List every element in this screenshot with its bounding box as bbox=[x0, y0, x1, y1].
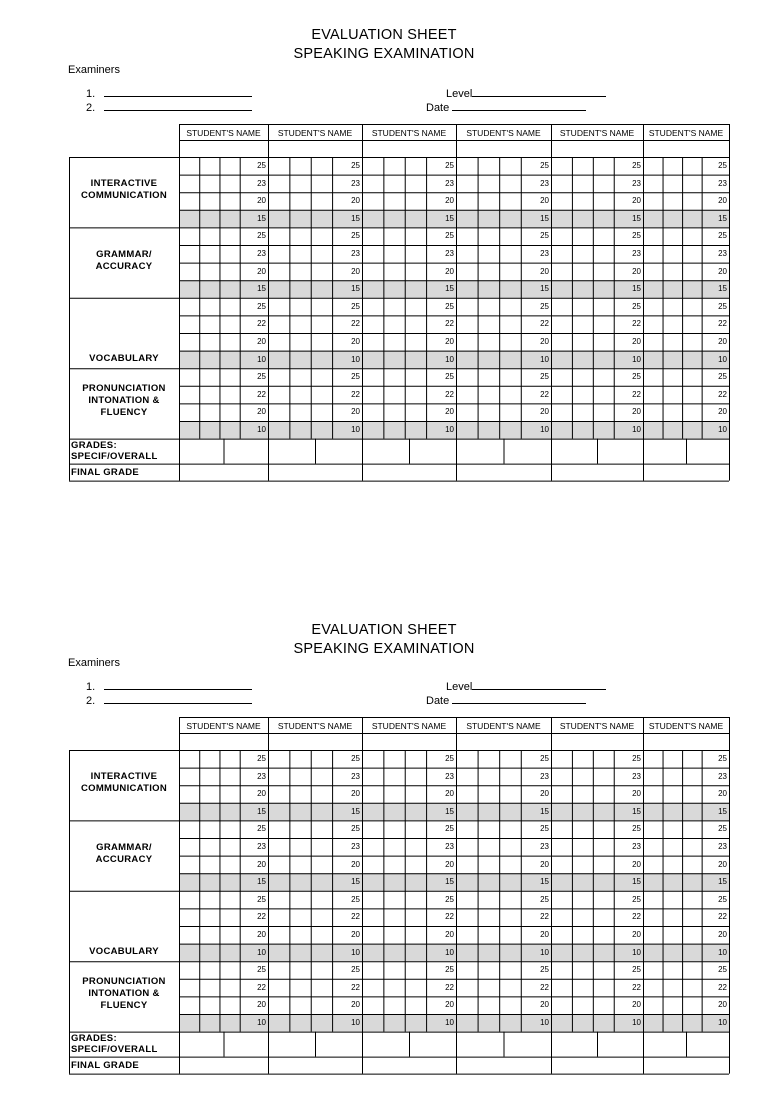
score-value: 25 bbox=[632, 231, 641, 241]
score-value: 25 bbox=[632, 824, 641, 834]
score-value: 25 bbox=[632, 894, 641, 904]
score-value: 10 bbox=[540, 354, 549, 364]
score-value: 15 bbox=[445, 806, 454, 816]
score-value: 25 bbox=[540, 754, 549, 763]
score-value: 25 bbox=[257, 754, 266, 763]
score-value: 20 bbox=[718, 196, 727, 206]
score-value: 23 bbox=[632, 178, 641, 188]
score-value: 22 bbox=[718, 319, 727, 329]
criterion-label bbox=[70, 383, 178, 419]
criterion-label-line: COMMUNICATION bbox=[80, 190, 168, 202]
score-value: 20 bbox=[540, 407, 549, 417]
score-value: 15 bbox=[351, 284, 360, 294]
criterion-label-line: VOCABULARY bbox=[89, 946, 159, 958]
score-value: 10 bbox=[632, 1018, 641, 1027]
score-value: 20 bbox=[718, 266, 727, 276]
score-value: 22 bbox=[445, 982, 454, 992]
score-value: 15 bbox=[718, 284, 727, 294]
student-name-header: STUDENT'S NAME bbox=[648, 721, 724, 731]
examiner-number: 2. bbox=[86, 695, 96, 707]
date-field[interactable] bbox=[426, 100, 586, 114]
score-value: 25 bbox=[445, 301, 454, 311]
student-name-header: STUDENT'S NAME bbox=[277, 128, 353, 138]
score-value: 25 bbox=[632, 301, 641, 311]
score-value: 25 bbox=[632, 161, 641, 170]
date-label: Date bbox=[426, 695, 450, 707]
score-value: 15 bbox=[632, 806, 641, 816]
score-value: 22 bbox=[718, 912, 727, 922]
criterion-label-line: INTONATION & bbox=[88, 395, 160, 407]
score-value: 10 bbox=[445, 354, 454, 364]
score-value: 20 bbox=[351, 196, 360, 206]
score-value: 22 bbox=[632, 319, 641, 329]
score-value: 20 bbox=[351, 337, 360, 346]
examiner-1-line[interactable] bbox=[86, 86, 252, 100]
score-value: 23 bbox=[351, 842, 360, 851]
score-value: 25 bbox=[718, 231, 727, 241]
grades-label-line: GRADES: bbox=[71, 1032, 117, 1044]
score-value: 25 bbox=[257, 372, 266, 382]
score-value: 23 bbox=[632, 842, 641, 851]
score-value: 22 bbox=[540, 319, 549, 329]
score-value: 15 bbox=[718, 806, 727, 816]
criterion-label-line: FLUENCY bbox=[100, 1000, 148, 1012]
score-value: 23 bbox=[718, 771, 727, 781]
score-value: 20 bbox=[351, 930, 360, 939]
score-value: 20 bbox=[257, 789, 266, 799]
score-value: 22 bbox=[632, 389, 641, 399]
score-value: 10 bbox=[351, 354, 360, 364]
score-value: 25 bbox=[445, 372, 454, 382]
score-value: 20 bbox=[257, 266, 266, 276]
title-line-2: SPEAKING EXAMINATION bbox=[293, 46, 475, 62]
final-grade-label: FINAL GRADE bbox=[71, 466, 140, 478]
level-field[interactable] bbox=[446, 86, 606, 100]
score-value: 20 bbox=[257, 196, 266, 206]
criterion-label bbox=[70, 976, 178, 1012]
score-value: 22 bbox=[718, 389, 727, 399]
criterion-label bbox=[70, 946, 178, 958]
score-value: 10 bbox=[632, 947, 641, 957]
score-value: 22 bbox=[445, 319, 454, 329]
score-value: 23 bbox=[445, 771, 454, 781]
score-value: 20 bbox=[718, 337, 727, 346]
title-line-2: SPEAKING EXAMINATION bbox=[293, 641, 475, 657]
score-value: 15 bbox=[445, 877, 454, 887]
criterion-label-line: INTERACTIVE bbox=[90, 178, 158, 190]
score-value: 15 bbox=[540, 806, 549, 816]
sheet-title bbox=[0, 621, 768, 659]
final-grade-label: FINAL GRADE bbox=[71, 1059, 140, 1071]
score-value: 20 bbox=[351, 859, 360, 869]
examiner-2-line[interactable] bbox=[86, 693, 252, 707]
score-value: 15 bbox=[718, 213, 727, 223]
criterion-label-line: COMMUNICATION bbox=[80, 783, 168, 795]
score-value: 15 bbox=[351, 877, 360, 887]
score-value: 20 bbox=[445, 266, 454, 276]
score-value: 25 bbox=[540, 824, 549, 834]
score-value: 15 bbox=[632, 213, 641, 223]
score-value: 22 bbox=[351, 912, 360, 922]
sheet-title bbox=[0, 26, 768, 64]
score-value: 22 bbox=[351, 319, 360, 329]
score-value: 23 bbox=[445, 178, 454, 188]
score-value: 23 bbox=[445, 842, 454, 851]
score-value: 15 bbox=[257, 284, 266, 294]
score-value: 25 bbox=[540, 301, 549, 311]
score-value: 15 bbox=[632, 877, 641, 887]
score-value: 23 bbox=[257, 771, 266, 781]
score-value: 15 bbox=[540, 284, 549, 294]
score-value: 22 bbox=[540, 389, 549, 399]
score-value: 25 bbox=[351, 894, 360, 904]
evaluation-sheet-2 bbox=[0, 594, 768, 1071]
score-value: 25 bbox=[540, 894, 549, 904]
score-value: 15 bbox=[445, 284, 454, 294]
score-value: 20 bbox=[445, 789, 454, 799]
score-value: 23 bbox=[718, 178, 727, 188]
criterion-label-line: ACCURACY bbox=[95, 260, 153, 272]
score-value: 20 bbox=[257, 1000, 266, 1010]
score-value: 20 bbox=[540, 337, 549, 346]
examiner-number: 1. bbox=[86, 681, 96, 693]
score-value: 20 bbox=[445, 407, 454, 417]
score-value: 20 bbox=[445, 930, 454, 939]
score-value: 23 bbox=[351, 178, 360, 188]
grades-label-line: SPECIF/OVERALL bbox=[71, 450, 158, 462]
score-value: 23 bbox=[540, 842, 549, 851]
score-value: 20 bbox=[632, 1000, 641, 1010]
title-line-1: EVALUATION SHEET bbox=[311, 27, 457, 43]
score-value: 23 bbox=[257, 842, 266, 851]
score-value: 23 bbox=[351, 771, 360, 781]
score-value: 20 bbox=[632, 789, 641, 799]
score-value: 20 bbox=[718, 789, 727, 799]
grades-label-line: SPECIF/OVERALL bbox=[71, 1043, 158, 1055]
score-value: 20 bbox=[632, 859, 641, 869]
score-value: 20 bbox=[445, 196, 454, 206]
score-value: 20 bbox=[540, 1000, 549, 1010]
score-value: 25 bbox=[351, 301, 360, 311]
score-value: 10 bbox=[445, 947, 454, 957]
score-value: 23 bbox=[540, 178, 549, 188]
score-value: 20 bbox=[632, 266, 641, 276]
criterion-label bbox=[70, 353, 178, 365]
score-value: 23 bbox=[632, 249, 641, 258]
student-name-header: STUDENT'S NAME bbox=[648, 128, 724, 138]
score-value: 25 bbox=[718, 372, 727, 382]
score-value: 20 bbox=[351, 266, 360, 276]
date-field[interactable] bbox=[426, 693, 586, 707]
student-name-header: STUDENT'S NAME bbox=[186, 128, 261, 138]
criterion-label-line: ACCURACY bbox=[95, 853, 153, 865]
score-value: 20 bbox=[718, 930, 727, 939]
score-value: 20 bbox=[351, 789, 360, 799]
score-value: 10 bbox=[540, 1018, 549, 1027]
score-value: 25 bbox=[445, 754, 454, 763]
examiner-2-line[interactable] bbox=[86, 100, 252, 114]
score-value: 25 bbox=[257, 231, 266, 241]
student-name-header: STUDENT'S NAME bbox=[186, 721, 261, 731]
score-value: 22 bbox=[540, 982, 549, 992]
score-value: 20 bbox=[632, 407, 641, 417]
criterion-label-line: GRAMMAR/ bbox=[96, 248, 152, 260]
score-value: 23 bbox=[718, 842, 727, 851]
score-value: 22 bbox=[718, 982, 727, 992]
score-value: 23 bbox=[445, 249, 454, 258]
criterion-label bbox=[70, 771, 178, 795]
score-value: 25 bbox=[718, 965, 727, 975]
score-value: 25 bbox=[257, 824, 266, 834]
score-value: 25 bbox=[351, 161, 360, 170]
score-value: 25 bbox=[445, 161, 454, 170]
score-value: 25 bbox=[632, 965, 641, 975]
score-value: 25 bbox=[351, 754, 360, 763]
examiner-number: 1. bbox=[86, 88, 96, 100]
score-value: 22 bbox=[351, 982, 360, 992]
score-value: 10 bbox=[632, 354, 641, 364]
score-value: 15 bbox=[540, 213, 549, 223]
score-value: 20 bbox=[540, 196, 549, 206]
student-name-header: STUDENT'S NAME bbox=[466, 128, 541, 138]
score-value: 15 bbox=[445, 213, 454, 223]
score-grid bbox=[0, 124, 768, 524]
score-value: 25 bbox=[257, 965, 266, 975]
criterion-label-line: VOCABULARY bbox=[89, 353, 159, 365]
score-value: 22 bbox=[257, 389, 266, 399]
score-value: 20 bbox=[445, 1000, 454, 1010]
score-value: 22 bbox=[632, 912, 641, 922]
criterion-label bbox=[70, 249, 178, 273]
student-name-header: STUDENT'S NAME bbox=[559, 721, 635, 731]
score-value: 25 bbox=[445, 824, 454, 834]
score-value: 10 bbox=[257, 354, 266, 364]
level-label: Level bbox=[446, 681, 473, 693]
score-value: 20 bbox=[540, 789, 549, 799]
score-value: 25 bbox=[540, 161, 549, 170]
score-value: 10 bbox=[351, 1018, 360, 1027]
score-value: 20 bbox=[257, 407, 266, 417]
score-grid bbox=[0, 717, 768, 1117]
score-value: 25 bbox=[718, 301, 727, 311]
score-value: 25 bbox=[257, 161, 266, 170]
criterion-label-line: INTONATION & bbox=[88, 988, 160, 1000]
date-label: Date bbox=[426, 102, 450, 114]
score-value: 10 bbox=[257, 425, 266, 434]
score-value: 20 bbox=[632, 196, 641, 206]
score-value: 25 bbox=[540, 231, 549, 241]
grades-label bbox=[71, 440, 158, 462]
score-value: 15 bbox=[257, 806, 266, 816]
student-name-header: STUDENT'S NAME bbox=[371, 721, 447, 731]
score-value: 20 bbox=[351, 407, 360, 417]
score-value: 25 bbox=[718, 894, 727, 904]
score-value: 20 bbox=[540, 266, 549, 276]
score-value: 15 bbox=[257, 877, 266, 887]
score-value: 25 bbox=[351, 965, 360, 975]
score-value: 20 bbox=[351, 1000, 360, 1010]
score-value: 25 bbox=[445, 965, 454, 975]
score-value: 15 bbox=[632, 284, 641, 294]
score-value: 10 bbox=[351, 947, 360, 957]
score-value: 20 bbox=[632, 337, 641, 346]
evaluation-sheet-1 bbox=[0, 0, 768, 500]
score-value: 22 bbox=[257, 982, 266, 992]
score-value: 10 bbox=[632, 425, 641, 434]
student-name-header: STUDENT'S NAME bbox=[277, 721, 353, 731]
score-value: 10 bbox=[718, 1018, 727, 1027]
score-value: 22 bbox=[632, 982, 641, 992]
grades-label-line: GRADES: bbox=[71, 439, 117, 451]
score-value: 20 bbox=[257, 930, 266, 939]
score-value: 22 bbox=[257, 912, 266, 922]
score-value: 22 bbox=[445, 912, 454, 922]
score-value: 10 bbox=[540, 425, 549, 434]
score-value: 25 bbox=[445, 894, 454, 904]
score-value: 15 bbox=[718, 877, 727, 887]
score-value: 25 bbox=[257, 301, 266, 311]
level-label: Level bbox=[446, 88, 473, 100]
score-value: 10 bbox=[718, 354, 727, 364]
criterion-label-line: GRAMMAR/ bbox=[96, 841, 152, 853]
score-value: 23 bbox=[718, 249, 727, 258]
score-value: 10 bbox=[257, 947, 266, 957]
student-name-header: STUDENT'S NAME bbox=[371, 128, 447, 138]
score-value: 20 bbox=[540, 859, 549, 869]
examiners-label: Examiners bbox=[68, 657, 120, 669]
score-value: 10 bbox=[718, 947, 727, 957]
score-value: 20 bbox=[445, 859, 454, 869]
criterion-label-line: INTERACTIVE bbox=[90, 771, 158, 783]
score-value: 25 bbox=[632, 372, 641, 382]
score-value: 20 bbox=[257, 337, 266, 346]
student-name-header: STUDENT'S NAME bbox=[466, 721, 541, 731]
score-value: 23 bbox=[257, 249, 266, 258]
score-value: 22 bbox=[540, 912, 549, 922]
score-value: 20 bbox=[718, 1000, 727, 1010]
score-value: 25 bbox=[351, 372, 360, 382]
score-value: 25 bbox=[257, 894, 266, 904]
score-value: 15 bbox=[540, 877, 549, 887]
score-value: 25 bbox=[632, 754, 641, 763]
examiner-1-line[interactable] bbox=[86, 679, 252, 693]
criterion-label bbox=[70, 178, 178, 202]
score-value: 25 bbox=[351, 824, 360, 834]
score-value: 25 bbox=[351, 231, 360, 241]
title-line-1: EVALUATION SHEET bbox=[311, 622, 457, 638]
criterion-label-line: FLUENCY bbox=[100, 407, 148, 419]
score-value: 10 bbox=[257, 1018, 266, 1027]
score-value: 15 bbox=[257, 213, 266, 223]
criterion-label-line: PRONUNCIATION bbox=[82, 383, 166, 395]
score-value: 10 bbox=[718, 425, 727, 434]
score-value: 20 bbox=[445, 337, 454, 346]
score-value: 25 bbox=[445, 231, 454, 241]
score-value: 23 bbox=[632, 771, 641, 781]
score-value: 20 bbox=[257, 859, 266, 869]
student-name-header: STUDENT'S NAME bbox=[559, 128, 635, 138]
score-value: 20 bbox=[718, 859, 727, 869]
score-value: 23 bbox=[351, 249, 360, 258]
score-value: 25 bbox=[718, 824, 727, 834]
examiners-label: Examiners bbox=[68, 64, 120, 76]
score-value: 10 bbox=[445, 1018, 454, 1027]
score-value: 20 bbox=[540, 930, 549, 939]
criterion-label bbox=[70, 842, 178, 866]
score-value: 25 bbox=[540, 372, 549, 382]
score-value: 22 bbox=[351, 389, 360, 399]
score-value: 25 bbox=[718, 161, 727, 170]
score-value: 10 bbox=[445, 425, 454, 434]
examiner-number: 2. bbox=[86, 102, 96, 114]
score-value: 10 bbox=[351, 425, 360, 434]
score-value: 20 bbox=[718, 407, 727, 417]
score-value: 10 bbox=[540, 947, 549, 957]
score-value: 25 bbox=[540, 965, 549, 975]
score-value: 25 bbox=[718, 754, 727, 763]
score-value: 15 bbox=[351, 806, 360, 816]
grades-label bbox=[71, 1033, 158, 1055]
score-value: 23 bbox=[540, 771, 549, 781]
criterion-label-line: PRONUNCIATION bbox=[82, 976, 166, 988]
score-value: 23 bbox=[540, 249, 549, 258]
score-value: 15 bbox=[351, 213, 360, 223]
level-field[interactable] bbox=[446, 679, 606, 693]
score-value: 23 bbox=[257, 178, 266, 188]
score-value: 20 bbox=[632, 930, 641, 939]
score-value: 22 bbox=[257, 319, 266, 329]
score-value: 22 bbox=[445, 389, 454, 399]
